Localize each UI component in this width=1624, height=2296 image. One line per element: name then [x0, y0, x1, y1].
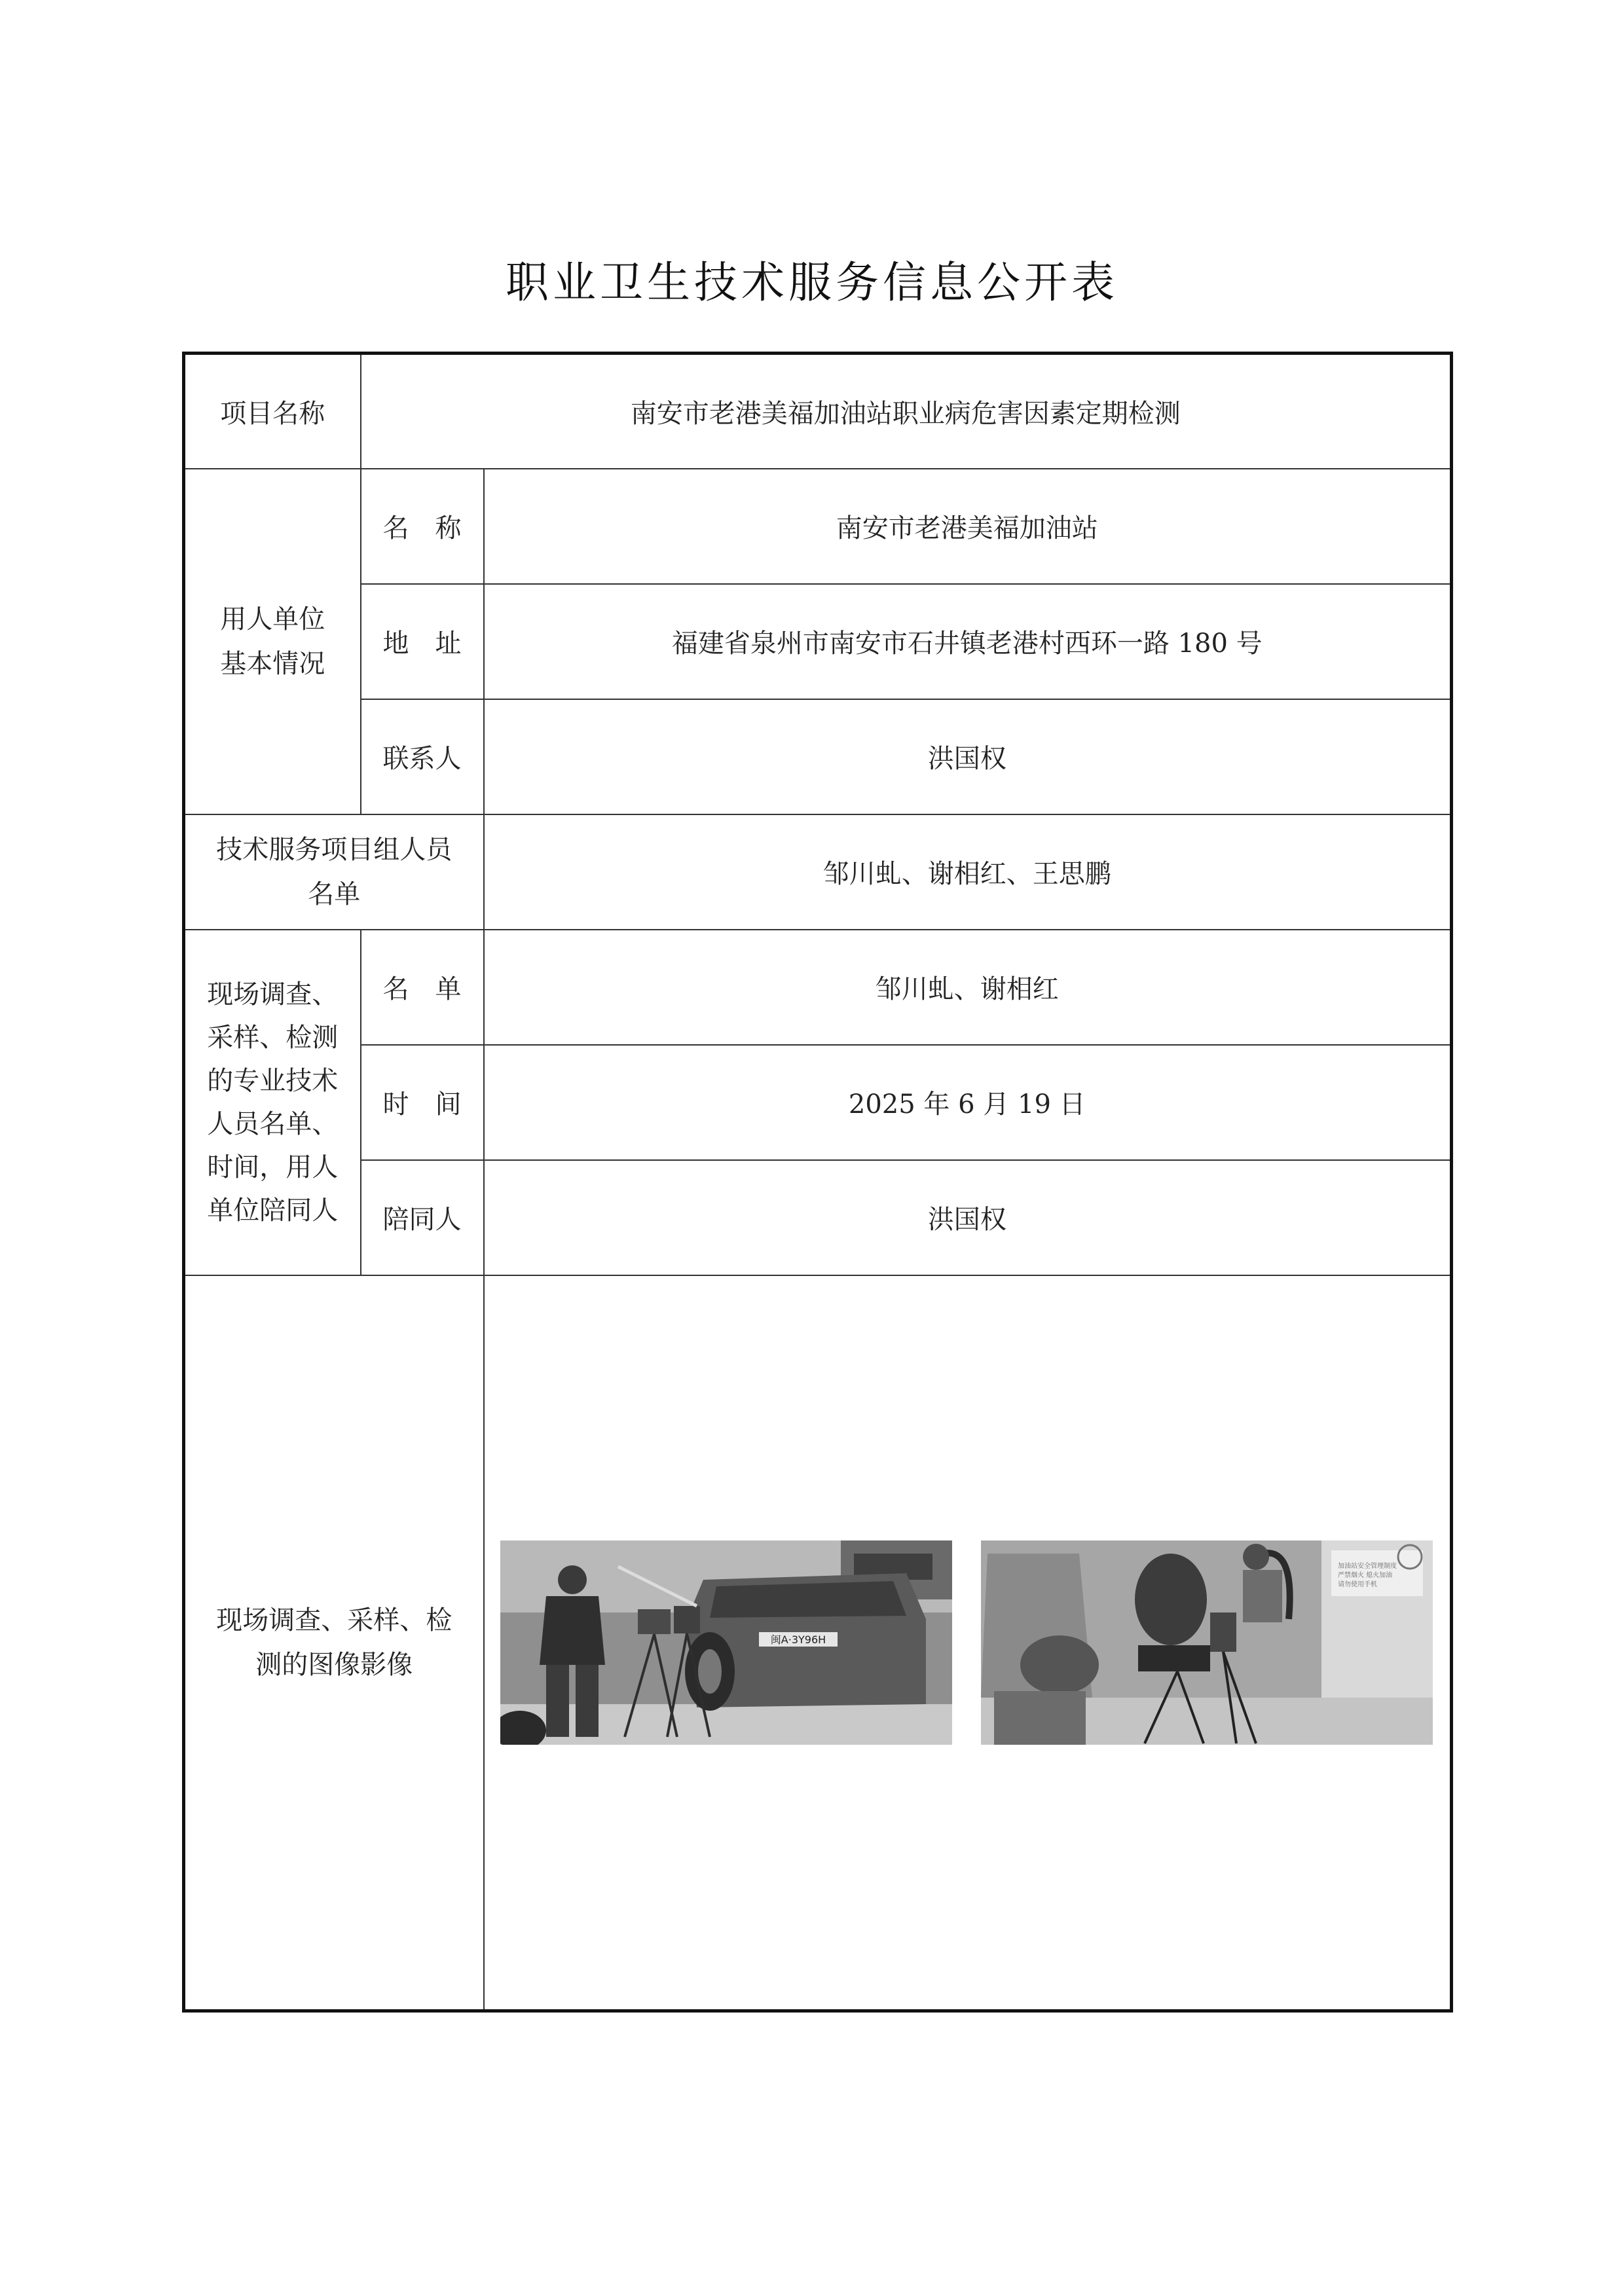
- row-field-time: [184, 1045, 1452, 1160]
- field-time-value: 2025 年 6 月 19 日: [484, 1045, 1452, 1160]
- field-label-line6: 单位陪同人: [207, 1195, 339, 1226]
- team-label-line2: 名单: [308, 879, 361, 909]
- info-table: [182, 352, 1453, 2013]
- images-label: [184, 1275, 484, 2011]
- images-label-line1: 现场调查、采样、检: [216, 1605, 452, 1635]
- row-team: [184, 814, 1452, 930]
- photo-sign-line3: 请勿使用手机: [1338, 1580, 1377, 1588]
- row-employer-contact: [184, 699, 1452, 814]
- field-list-value: 邹川虬、谢相红: [484, 930, 1452, 1045]
- team-label-line1: 技术服务项目组人员: [216, 834, 452, 865]
- team-value: 邹川虬、谢相红、王思鹏: [484, 814, 1452, 930]
- site-photo-2: [981, 1540, 1433, 1745]
- photo-sign-line2: 严禁烟火 熄火加油: [1338, 1571, 1393, 1579]
- project-name-label: 项目名称: [184, 354, 361, 469]
- site-photo-1-image: [500, 1540, 952, 1745]
- field-label-line5: 时间，用人: [207, 1152, 339, 1182]
- row-field-escort: [184, 1160, 1452, 1275]
- site-photo-1: [500, 1540, 952, 1745]
- field-escort-label: 陪同人: [361, 1160, 484, 1275]
- team-label: [184, 814, 484, 930]
- field-label-line2: 采样、检测: [207, 1022, 339, 1053]
- field-label-line3: 的专业技术: [207, 1065, 339, 1096]
- field-escort-value: 洪国权: [484, 1160, 1452, 1275]
- employer-contact-value: 洪国权: [484, 699, 1452, 814]
- employer-address-value: 福建省泉州市南安市石井镇老港村西环一路 180 号: [484, 584, 1452, 699]
- field-label-line4: 人员名单、: [207, 1108, 339, 1139]
- row-images: [184, 1275, 1452, 2011]
- site-photo-2-image: [981, 1540, 1433, 1745]
- images-label-line2: 测的图像影像: [255, 1649, 413, 1680]
- employer-address-label: 地 址: [361, 584, 484, 699]
- field-list-label: 名 单: [361, 930, 484, 1045]
- field-time-label: 时 间: [361, 1045, 484, 1160]
- employer-contact-label: 联系人: [361, 699, 484, 814]
- field-staff-label: [184, 930, 361, 1275]
- images-cell: [484, 1275, 1452, 2011]
- employer-label-line1: 用人单位: [220, 604, 325, 634]
- employer-name-label: 名 称: [361, 469, 484, 584]
- project-name-value: 南安市老港美福加油站职业病危害因素定期检测: [361, 354, 1452, 469]
- employer-basic-label: [184, 469, 361, 814]
- page-title: 职业卫生技术服务信息公开表: [506, 257, 1118, 308]
- car-plate-text: 闽A·3Y96H: [770, 1633, 826, 1646]
- row-field-list: [184, 930, 1452, 1045]
- row-employer-address: [184, 584, 1452, 699]
- photo-sign-line1: 加油站安全管理制度: [1338, 1562, 1397, 1570]
- employer-name-value: 南安市老港美福加油站: [484, 469, 1452, 584]
- employer-label-line2: 基本情况: [220, 648, 325, 679]
- photo-strip: [485, 1540, 1450, 1745]
- field-label-line1: 现场调查、: [207, 979, 339, 1010]
- row-employer-name: [184, 469, 1452, 584]
- row-project-name: [184, 354, 1452, 469]
